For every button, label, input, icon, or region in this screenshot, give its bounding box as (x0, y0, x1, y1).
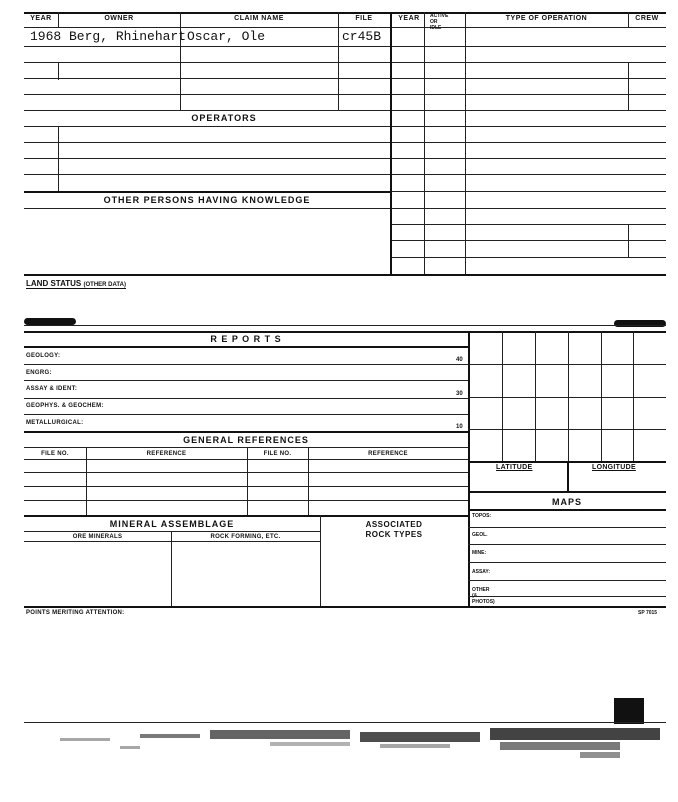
maps-heading: MAPS (551, 497, 582, 507)
longitude-label: LONGITUDE (592, 464, 636, 471)
associated-line1: ASSOCIATED (365, 520, 423, 529)
ref-file-no-1: FILE NO. (41, 451, 69, 457)
ref-file-no-2: FILE NO. (263, 451, 292, 457)
maps-other: OTHER (& PHOTOS) (472, 587, 495, 605)
report-metallurgical: METALLURGICAL: (26, 420, 84, 426)
points-meriting-attention: POINTS MERITING ATTENTION: (26, 610, 125, 616)
report-assay: ASSAY & IDENT: (26, 386, 78, 392)
report-geology: GEOLOGY: (26, 353, 61, 359)
maps-geol: GEOL. (472, 532, 488, 538)
maps-mine: MINE: (472, 550, 487, 556)
op-header-active: ACTIVE (430, 13, 449, 19)
land-status-label (26, 279, 126, 289)
land-status-main: LAND STATUS (26, 279, 82, 288)
land-status-sub: (OTHER DATA) (83, 282, 126, 288)
op-header-crew: CREW (635, 15, 659, 22)
latitude-label: LATITUDE (496, 464, 533, 471)
general-references-heading: GENERAL REFERENCES (183, 435, 309, 445)
row1-owner: 1968 Berg, Rhinehart (30, 29, 187, 44)
report-metallurgical-num: 10 (456, 424, 463, 430)
smudge-left (24, 318, 76, 325)
maps-topos: TOPOS: (472, 513, 492, 519)
ref-reference-1: REFERENCE (146, 451, 187, 457)
op-header-type: TYPE OF OPERATION (505, 15, 588, 22)
report-geology-num: 40 (456, 357, 463, 363)
form-code: SP 7015 (638, 610, 658, 616)
other-persons-heading: OTHER PERSONS HAVING KNOWLEDGE (103, 195, 311, 205)
scan-artifact-block (614, 698, 644, 724)
report-geophys: GEOPHYS. & GEOCHEM: (26, 403, 104, 409)
maps-assay: ASSAY: (472, 569, 491, 575)
ore-minerals-label: ORE MINERALS (72, 534, 123, 540)
operators-heading: OPERATORS (191, 113, 257, 123)
row1-claim-name: Oscar, Ole (187, 29, 266, 44)
associated-line2: ROCK TYPES (365, 530, 423, 539)
header-owner: OWNER (104, 15, 134, 22)
op-header-idle: OR IDLE (430, 19, 442, 31)
op-header-year: YEAR (398, 15, 420, 22)
header-claim-name: CLAIM NAME (234, 15, 284, 22)
ref-reference-2: REFERENCE (368, 451, 408, 457)
mineral-heading: MINERAL ASSEMBLAGE (109, 519, 235, 529)
reports-heading: R E P O R T S (210, 334, 282, 344)
rock-forming-label: ROCK FORMING, ETC. (210, 534, 281, 540)
row1-file: cr45B (342, 29, 382, 44)
header-year: YEAR (30, 15, 52, 22)
header-file: FILE (355, 15, 373, 22)
scan-noise (20, 724, 670, 774)
report-assay-num: 30 (456, 391, 463, 397)
report-engrg: ENGRG: (26, 370, 52, 376)
